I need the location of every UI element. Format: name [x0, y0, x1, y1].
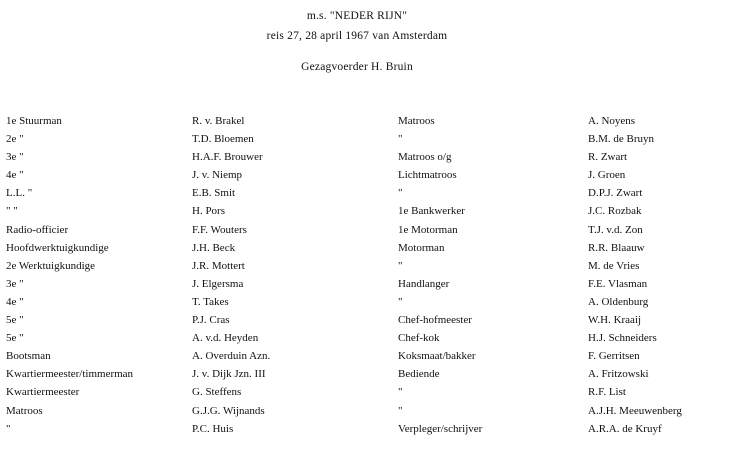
crew-name: J.C. Rozbak [588, 205, 642, 218]
crew-role: Lichtmatroos [398, 169, 457, 182]
crew-name: M. de Vries [588, 259, 640, 272]
crew-name: J.R. Mottert [192, 259, 245, 272]
crew-role: " [398, 404, 403, 417]
crew-role: 2e " [6, 133, 24, 146]
crew-name: F.E. Vlasman [588, 277, 648, 290]
crew-name: W.H. Kraaij [588, 314, 642, 327]
crew-role: " [398, 259, 403, 272]
crew-name: A. Oldenburg [588, 295, 649, 308]
crew-name: T.J. v.d. Zon [588, 223, 643, 236]
crew-name: H. Pors [192, 205, 226, 218]
crew-role: 3e " [6, 151, 24, 164]
crew-role: Matroos [6, 404, 43, 417]
crew-role: Hoofdwerktuigkundige [6, 241, 109, 254]
crew-name: F. Gerritsen [588, 350, 640, 363]
crew-role: 3e " [6, 277, 24, 290]
crew-name: E.B. Smit [192, 187, 236, 200]
crew-name: A. Overduin Azn. [192, 350, 271, 363]
crew-role: 5e " [6, 314, 24, 327]
crew-name: A.R.A. de Kruyf [588, 422, 662, 435]
crew-role: Radio-officier [6, 223, 69, 236]
crew-name: J. Groen [588, 169, 626, 182]
crew-role: Kwartiermeester [6, 386, 80, 399]
crew-name: G.J.G. Wijnands [192, 404, 265, 417]
crew-name: H.A.F. Brouwer [192, 151, 263, 164]
crew-name: T.D. Bloemen [192, 133, 254, 146]
crew-name: A. Fritzowski [588, 368, 649, 381]
crew-name: B.M. de Bruyn [588, 133, 654, 146]
ship-title: m.s. "NEDER RIJN" [306, 10, 408, 22]
crew-name: J. v. Dijk Jzn. III [192, 368, 266, 381]
crew-role: Handlanger [398, 277, 450, 290]
crew-name: F.F. Wouters [192, 223, 247, 236]
crew-role: " " [6, 205, 18, 218]
crew-role: Matroos [398, 115, 435, 127]
left-roles-column [6, 112, 133, 438]
crew-role: " [398, 295, 403, 308]
crew-role: " [398, 133, 403, 146]
crew-name: G. Steffens [192, 386, 242, 399]
crew-name: P.J. Cras [192, 314, 230, 327]
right-roles-column [398, 112, 482, 438]
crew-role: Kwartiermeester/timmerman [6, 368, 134, 381]
crew-name: P.C. Huis [192, 422, 234, 435]
crew-name: R.R. Blaauw [588, 241, 645, 254]
crew-name: J.H. Beck [192, 241, 236, 254]
crew-name: D.P.J. Zwart [588, 187, 643, 200]
crew-role: 4e " [6, 295, 24, 308]
crew-role: Bootsman [6, 350, 51, 363]
crew-role: 1e Bankwerker [398, 205, 465, 218]
right-names-column [588, 112, 682, 438]
crew-name: R.F. List [588, 386, 626, 399]
crew-name: A. Noyens [588, 115, 636, 127]
crew-role: Chef-hofmeester [398, 314, 472, 327]
crew-name: A. v.d. Heyden [192, 332, 259, 345]
crew-role: " [398, 187, 403, 200]
crew-role: 4e " [6, 169, 24, 182]
crew-role: " [398, 386, 403, 399]
crew-role: " [6, 422, 11, 435]
crew-name: T. Takes [192, 295, 229, 308]
crew-role: 2e Werktuigkundige [6, 259, 96, 272]
crew-name: R. Zwart [588, 151, 628, 164]
crew-role: Matroos o/g [398, 151, 452, 164]
crew-name: R. v. Brakel [192, 115, 245, 127]
crew-role: Chef-kok [398, 332, 440, 345]
crew-role: L.L. " [6, 187, 33, 200]
crew-role: 5e " [6, 332, 24, 345]
left-names-column [192, 112, 270, 438]
crew-name: H.J. Schneiders [588, 332, 657, 345]
crew-role: Bediende [398, 368, 440, 381]
voyage-line: reis 27, 28 april 1967 van Amsterdam [266, 30, 448, 42]
crew-role: 1e Stuurman [6, 115, 62, 127]
crew-role: Verpleger/schrijver [398, 422, 483, 435]
crew-role: 1e Motorman [398, 223, 458, 236]
crew-name: J. v. Niemp [192, 169, 243, 182]
crew-role: Koksmaat/bakker [398, 350, 476, 363]
captain-line: Gezagvoerder H. Bruin [301, 61, 413, 73]
crew-name: J. Elgersma [192, 277, 244, 290]
crew-name: A.J.H. Meeuwenberg [588, 404, 682, 417]
crew-role: Motorman [398, 241, 445, 254]
